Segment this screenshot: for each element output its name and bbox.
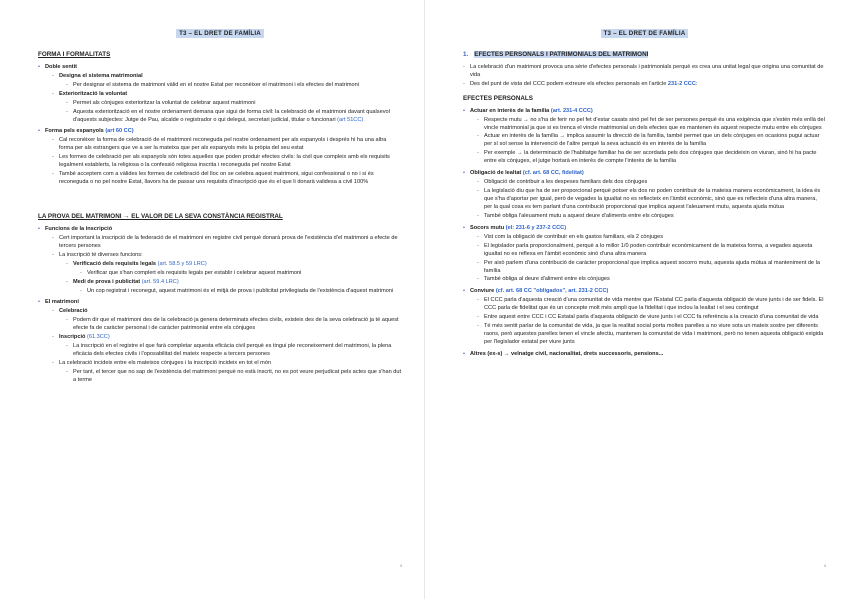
forma-list bbox=[38, 64, 402, 187]
efectes-list bbox=[463, 108, 826, 359]
list-item: • Forma pels espanyols (art 60 CC) - Cal reconèixer la forma de celebració de el matrimoni reconeguda pel nostre ordenament per als espanyols i després hi ha una altra forma per als estrangers que ve a ser la mateixa que per als espanyols més la pròpia del seu estat - Les formes de celebració per als espanyols són totes aquelles que poden produir efectes civils: la civil que compleix amb els requisits legalment establerts, la religiosa o la confessió religiosa inscrita i reconeguda pel nostre Estat - També acceptem com a vàlides les formes de celebració del lloc on se celebra aquest matrimoni, sigui confessional o no i si és reconeguda o no pel nostre Estat, llavors ha de passar uns requisits d'inscripció que és el que li donarà validesa a civil 100% bbox=[38, 128, 402, 187]
page-header: T3 – EL DRET DE FAMÍLIA bbox=[463, 30, 826, 39]
list-item: • Socors mutu (el: 231-6 y 237-2 CCC) - Vist com la obligació de contribuir en els gastos familiars, els 2 cònjuges - El legislador parla proporcionalment, perquè a lo millor 1/0 poden contribuir econòmicament de la mateixa forma, a vegades aquesta igualtat no es reflexa en l'àmbit econòmic sinó d'una altra manera - Per això parlem d'una contribució de caràcter proporcional que implica aquest socorro mutu, aquesta ajuda mútua al manteniment de la família - També obliga al deure d'aliment entre els cònjuges bbox=[463, 225, 826, 285]
list-item: - El legislador parla proporcionalment, perquè a lo millor 1/0 poden contribuir econòmicament de la mateixa forma, a vegades aquesta igualtat no es reflexa en l'àmbit econòmic sinó d'una altra manera bbox=[477, 243, 826, 259]
section-title-forma: FORMA I FORMALITATS bbox=[38, 50, 111, 58]
section-title-prova: LA PROVA DEL MATRIMONI → EL VALOR DE LA SEVA CONSTÀNCIA REGISTRAL bbox=[38, 213, 283, 220]
list-item: - Permet als cònjuges exterioritzar la voluntat de celebrar aquest matrimoni bbox=[66, 100, 402, 108]
list-item: - Designa el sistema matrimonial - Per designar el sistema de matrimoni vàlid en el nostre Estat per reconèixer el matrimoni i els efectes del matrimoni bbox=[52, 73, 402, 90]
list-item: - Aquesta exteriorització en el nostre ordenament demana que sigui de forma civil: la celebració de el matrimoni davant qualsevol d'aquests subjectes: Jutge de Pau, alcalde o registrador o qui delegui, secretari judicial, titular o funcionari (art 51CC) bbox=[66, 109, 402, 125]
list-item: • Actuar en interès de la família (art. 231-4 CCC) - Respecte mutu → no s'ha de ferir no pel fet d'estar casats sinó pel fet de ser persones perquè és una exigència que s'estén més enllà del vincle matrimonial ja que si es trenca el vincle matrimonial un dels efectes que es mantenen és aquest respecte mutu entre els cònjuges - Actuar en interès de la família → implica assumir la direcció de la família, també permet que un dels cònjuges en ocasions pugui actuar per sí sol sense la intervenció de l'altre perquè la seva actuació és en interès de la família - Per exemple → la determinació de l'habitatge familiar ha de ser acordada pels dos cònjuges que decideixin on viuran, sinó hi ha pacte entre els cònjuges, el jutge hortarà en interès de compte l'interès de la família bbox=[463, 108, 826, 167]
list-item: - Des del punt de vista del CCC podem extreure els efectes personals en l'article 231-2 CCC: bbox=[463, 81, 826, 89]
list-item: - Respecte mutu → no s'ha de ferir no pel fet d'estar casats sinó pel fet de ser persones perquè és una exigència que s'estén més enllà del vincle matrimonial ja que si es trenca el vincle matrimonial un dels efectes que es mantenen és aquest respecte mutu entre els cònjuges bbox=[477, 117, 826, 133]
intro-list bbox=[463, 64, 826, 89]
page-right bbox=[424, 0, 848, 599]
list-item: • Doble sentit - Designa el sistema matrimonial - Per designar el sistema de matrimoni vàlid en el nostre Estat per reconèixer el matrimoni i els efectes del matrimoni - Exteriorització la voluntat - Permet als cònjuges exterioritzar la voluntat de celebrar aquest matrimoni - Aquesta exteriorització en el nostre ordenament demana que sigui de forma civil: la celebració de el matrimoni davant qualsevol d'aquests subjectes: Jutge de Pau, alcalde o registrador o qui delegui, secretari judicial, titular o funcionari (art 51CC) bbox=[38, 64, 402, 125]
page-number: 4 bbox=[823, 563, 826, 569]
list-item: - Medi de prova i publicitat (art. 59.4 LRC) - Un cop registrat i reconegut, aquest matrimoni és el mitjà de prova i publicitat privilegiada de l'existència d'aquest matrimoni bbox=[66, 279, 402, 296]
list-item: - Cal reconèixer la forma de celebració de el matrimoni reconeguda pel nostre ordenament per als espanyols i després hi ha una altra forma per als estrangers que ve a ser la mateixa que per als espanyols més la pròpia del seu estat bbox=[52, 137, 402, 153]
list-item: • El matrimoni - Celebració - Podem dir que el matrimoni des de la celebració ja genera determinats efectes civils, existeix des de la seva celebració ja té aquest efecte fa de caràcter personal i de caràcter patrimonial entre els cònjuges - Inscripció (61.3CC) - La inscripció en el registre el que farà completar aquesta eficàcia civil perquè es tingui ple reconeixement del matrimoni, la plena eficàcia dels efectes civils i l'oposabilitat del mateix respecte a tercers persones - La celebració incideix entre els mateixos cònjuges i la inscripció incideix en tot el món - Per tant, el tercer que no sap de l'existència del matrimoni perquè no està inscrit, no es pot veure perjudicat pels actes que s'han dut a terme bbox=[38, 299, 402, 384]
list-item: - Verificació dels requisits legals (art. 58.5 y 59 LRC) - Verificar que s'han complert els requisits legals per establir i celebrar aquest matrimoni bbox=[66, 261, 402, 278]
list-item: - També acceptem com a vàlides les formes de celebració del lloc on se celebra aquest matrimoni, sigui confessional o no i si és reconeguda o no pel nostre Estat, llavors ha de passar uns requisits d'inscripció que és el que li donarà validesa a civil 100% bbox=[52, 171, 402, 187]
list-item: - La inscripció té diverses funcions: - Verificació dels requisits legals (art. 58.5 y 59 LRC) - Verificar que s'han complert els requisits legals per establir i celebrar aquest matrimoni - Medi de prova i publicitat (art. 59.4 LRC) - Un cop registrat i reconegut, aquest matrimoni és el mitjà de prova i publicitat privilegiada de l'existència d'aquest matrimoni bbox=[52, 252, 402, 296]
list-item: - Obligació de contribuir a les despeses familiars dels dos cònjuges bbox=[477, 179, 826, 187]
list-item: - La inscripció en el registre el que farà completar aquesta eficàcia civil perquè es tingui ple reconeixement del matrimoni, la plena eficàcia dels efectes civils i l'oposabilitat del mateix respecte a tercers persones bbox=[66, 343, 402, 359]
list-item: - També obliga l'aleuament mutu a aquest deure d'aliments entre els cònjuges bbox=[477, 213, 826, 221]
list-item: - Cert important la inscripció de la federació de el matrimoni en registre civil perquè donarà prova de l'existència d'el matrimoni a efecte de tercers persones bbox=[52, 235, 402, 251]
list-item: - Exteriorització la voluntat - Permet als cònjuges exterioritzar la voluntat de celebrar aquest matrimoni - Aquesta exteriorització en el nostre ordenament demana que sigui de forma civil: la celebració de el matrimoni davant qualsevol d'aquests subjectes: Jutge de Pau, alcalde o registrador o qui delegui, secretari judicial, titular o funcionari (art 51CC) bbox=[52, 91, 402, 125]
list-item: - Vist com la obligació de contribuir en els gastos familiars, els 2 cònjuges bbox=[477, 234, 826, 242]
list-item: - Per exemple → la determinació de l'habitatge familiar ha de ser acordada pels dos cònjuges que decideixin on viuran, sinó hi ha pacte entre els cònjuges, el jutge hortarà en interès de compte l'interès de la família bbox=[477, 150, 826, 166]
section-title-efectes: 1. EFECTES PERSONALS I PATRIMONIALS DEL MATRIMONI bbox=[463, 50, 649, 58]
list-item: • Funcions de la inscripció - Cert important la inscripció de la federació de el matrimoni en registre civil perquè donarà prova de l'existència d'el matrimoni a efecte de tercers persones - La inscripció té diverses funcions: - Verificació dels requisits legals (art. 58.5 y 59 LRC) - Verificar que s'han complert els requisits legals per establir i celebrar aquest matrimoni - Medi de prova i publicitat (art. 59.4 LRC) - Un cop registrat i reconegut, aquest matrimoni és el mitjà de prova i publicitat privilegiada de l'existència d'aquest matrimoni bbox=[38, 226, 402, 296]
list-item: - Per designar el sistema de matrimoni vàlid en el nostre Estat per reconèixer el matrimoni i els efectes del matrimoni bbox=[66, 82, 402, 90]
list-item: • Obligació de lealtat (cf. art. 68 CC, fidelitat) - Obligació de contribuir a les despeses familiars dels dos cònjuges - La legislació diu que ha de ser proporcional perquè potser els dos no poden contribuir de la mateixa manera econòmicament, la idea és que s'ha d'aportar per igual, però de vegades la igualtat no es reflecteix en l'àmbit econòmic, sinó que es reflecteix d'una altra manera, per la qual cosa es tem parlant d'una contribució proporcional que implica aquest l'aleuament mutu, aquesta ajuda mútua - També obliga l'aleuament mutu a aquest deure d'aliments entre els cònjuges bbox=[463, 170, 826, 221]
list-item: - Celebració - Podem dir que el matrimoni des de la celebració ja genera determinats efectes civils, existeix des de la seva celebració ja té aquest efecte fa de caràcter personal i de caràcter patrimonial entre els cònjuges bbox=[52, 308, 402, 333]
list-item: - La legislació diu que ha de ser proporcional perquè potser els dos no poden contribuir de la mateixa manera econòmicament, la idea és que s'ha d'aportar per igual, però de vegades la igualtat no es reflecteix en l'àmbit econòmic, sinó que es reflecteix d'una altra manera, per la qual cosa es tem parlant d'una contribució proporcional que implica aquest l'aleuament mutu, aquesta ajuda mútua bbox=[477, 188, 826, 212]
list-item: - Per això parlem d'una contribució de caràcter proporcional que implica aquest socorro mutu, aquesta ajuda mútua al manteniment de la família bbox=[477, 260, 826, 276]
list-item: - Té més sentit parlar de la comunitat de vida, ja que la realitat social porta moltes parelles a no viure sota un mateix sostre per diferents raons, però aquestes parelles tenen el vincle afectiu, mantenen la comunitat de vida i matrimoni, però no tenen aquesta obligació exigida per l'legislador estatal per viure junts bbox=[477, 323, 826, 347]
list-item: • Altres (ex-s) → veïnatge civil, nacionalitat, drets successoris, pensions... bbox=[463, 351, 826, 359]
list-item: - Actuar en interès de la família → implica assumir la direcció de la família, també permet que un dels cònjuges en ocasions pugui actuar per sí sol sense la intervenció de l'altre perquè la seva actuació és en interès de la família bbox=[477, 133, 826, 149]
list-item: • Conviure (cf. art. 68 CC "obligados", art. 231-2 CCC) - El CCC parla d'aquesta creació d'una comunitat de vida mentre que l'Estatal CC parla d'aquesta obligació de viure junts i de ser fidels. El CCC parla de fidelitat que és un concepte molt més ampli que la fidelitat i que inclou la lealtat i el seu contingut - Entre aquest entre CCC i CC Estatal parla d'aquesta obligació de viure junts i el CCC fa referència a la creació d'una comunitat de vida - Té més sentit parlar de la comunitat de vida, ja que la realitat social porta moltes parelles a no viure sota un mateix sostre per diferents raons, però aquestes parelles tenen el vincle afectiu, mantenen la comunitat de vida i matrimoni, però no tenen aquesta obligació exigida per l'legislador estatal per viure junts bbox=[463, 288, 826, 347]
list-item: - Entre aquest entre CCC i CC Estatal parla d'aquesta obligació de viure junts i el CCC fa referència a la creació d'una comunitat de vida bbox=[477, 314, 826, 322]
list-item: - La celebració incideix entre els mateixos cònjuges i la inscripció incideix en tot el món - Per tant, el tercer que no sap de l'existència del matrimoni perquè no està inscrit, no es pot veure perjudicat pels actes que s'han dut a terme bbox=[52, 360, 402, 385]
prova-list bbox=[38, 226, 402, 385]
list-item: - Les formes de celebració per als espanyols són totes aquelles que poden produir efectes civils: la civil que compleix amb els requisits legalment establerts, la religiosa o la confessió religiosa inscrita i reconeguda pel nostre Estat bbox=[52, 154, 402, 170]
list-item: - Verificar que s'han complert els requisits legals per establir i celebrar aquest matrimoni bbox=[80, 270, 402, 278]
list-item: - Inscripció (61.3CC) - La inscripció en el registre el que farà completar aquesta eficàcia civil perquè es tingui ple reconeixement del matrimoni, la plena eficàcia dels efectes civils i l'oposabilitat del mateix respecte a tercers persones bbox=[52, 334, 402, 359]
list-item: - El CCC parla d'aquesta creació d'una comunitat de vida mentre que l'Estatal CC parla d'aquesta obligació de viure junts i de ser fidels. El CCC parla de fidelitat que és un concepte molt més ampli que la fidelitat i que inclou la lealtat i el seu contingut bbox=[477, 297, 826, 313]
list-item: - També obliga al deure d'aliment entre els cònjuges bbox=[477, 276, 826, 284]
list-item: - Un cop registrat i reconegut, aquest matrimoni és el mitjà de prova i publicitat privilegiada de l'existència d'aquest matrimoni bbox=[80, 288, 402, 296]
list-item: - Podem dir que el matrimoni des de la celebració ja genera determinats efectes civils, existeix des de la seva celebració ja té aquest efecte fa de caràcter personal i de caràcter patrimonial entre els cònjuges bbox=[66, 317, 402, 333]
page-number: 3 bbox=[399, 563, 402, 569]
page-header: T3 – EL DRET DE FAMÍLIA bbox=[38, 30, 402, 39]
subsection-title: EFECTES PERSONALS bbox=[463, 94, 533, 102]
list-item: - Per tant, el tercer que no sap de l'existència del matrimoni perquè no està inscrit, no es pot veure perjudicat pels actes que s'han dut a terme bbox=[66, 369, 402, 385]
list-item: - La celebració d'un matrimoni provoca una sèrie d'efectes personals i patrimonials perquè es crea una unitat legal que origina una comunitat de vida bbox=[463, 64, 826, 80]
